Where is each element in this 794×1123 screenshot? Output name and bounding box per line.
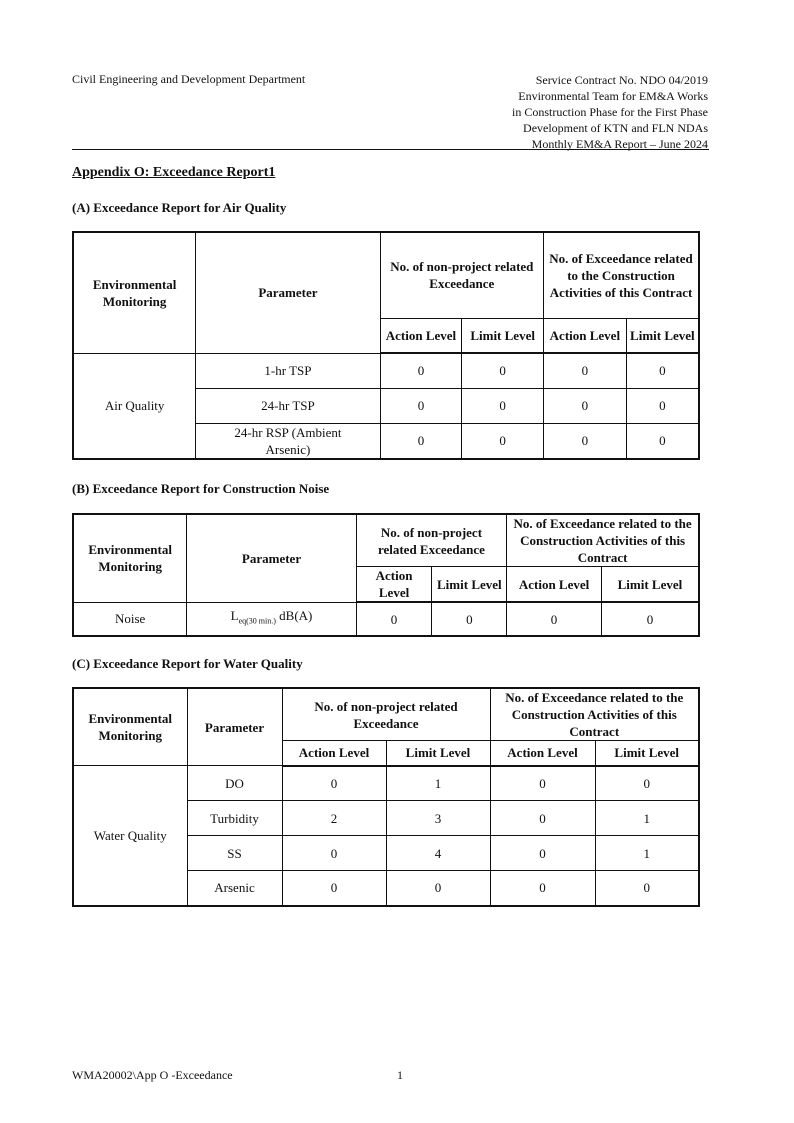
col-c-action: Action Level xyxy=(490,741,595,766)
group-cell: Noise xyxy=(73,602,187,636)
col-non-project: No. of non-project related Exceedance xyxy=(380,232,543,318)
header-department: Civil Engineering and Development Department xyxy=(72,72,306,86)
col-env-monitoring: Environmental Monitoring xyxy=(73,514,187,602)
section-c-heading: (C) Exceedance Report for Water Quality xyxy=(72,656,303,671)
parameter-cell: 24-hr TSP xyxy=(196,388,380,423)
value-cell: 0 xyxy=(462,353,544,388)
footer-page-number: 1 xyxy=(397,1068,403,1082)
value-cell: 0 xyxy=(282,836,386,871)
table-header-row xyxy=(73,514,699,567)
air-quality-table xyxy=(72,231,700,460)
value-cell: 4 xyxy=(386,836,490,871)
group-cell: Water Quality xyxy=(73,766,187,906)
header-line: Service Contract No. NDO 04/2019 xyxy=(535,73,708,87)
table-row xyxy=(73,602,699,636)
parameter-cell: 1-hr TSP xyxy=(196,353,380,388)
col-c-limit: Limit Level xyxy=(601,567,699,603)
value-cell: 2 xyxy=(282,801,386,836)
value-cell: 0 xyxy=(544,388,627,423)
value-cell: 0 xyxy=(356,602,432,636)
value-cell: 0 xyxy=(490,801,595,836)
page-title: Appendix O: Exceedance Report1 xyxy=(72,165,276,180)
col-construction: No. of Exceedance related to the Construction Activities of this Contract xyxy=(507,514,699,567)
col-non-project: No. of non-project related Exceedance xyxy=(356,514,507,567)
value-cell: 0 xyxy=(626,353,699,388)
section-b-heading: (B) Exceedance Report for Construction Noise xyxy=(72,481,330,496)
footer-filename: WMA20002\App O -Exceedance xyxy=(72,1068,233,1082)
value-cell: 0 xyxy=(544,423,627,459)
header-line: Development of KTN and FLN NDAs xyxy=(523,121,708,135)
col-c-action: Action Level xyxy=(544,318,627,353)
value-cell: 1 xyxy=(386,766,490,801)
value-cell: 0 xyxy=(380,423,462,459)
col-parameter: Parameter xyxy=(187,514,356,602)
value-cell: 0 xyxy=(595,766,699,801)
col-parameter: Parameter xyxy=(196,232,380,353)
value-cell: 0 xyxy=(432,602,507,636)
col-np-action: Action Level xyxy=(356,567,432,603)
value-cell: 0 xyxy=(282,871,386,906)
value-cell: 1 xyxy=(595,836,699,871)
col-c-limit: Limit Level xyxy=(626,318,699,353)
col-parameter: Parameter xyxy=(187,688,282,766)
value-cell: 0 xyxy=(462,423,544,459)
parameter-cell: Arsenic xyxy=(187,871,282,906)
group-cell: Air Quality xyxy=(73,353,196,459)
parameter-cell: SS xyxy=(187,836,282,871)
section-a-heading: (A) Exceedance Report for Air Quality xyxy=(72,200,287,215)
header-line: in Construction Phase for the First Phase xyxy=(512,105,708,119)
value-cell: 0 xyxy=(490,871,595,906)
value-cell: 1 xyxy=(595,801,699,836)
value-cell: 0 xyxy=(490,836,595,871)
table-header-row xyxy=(73,232,699,318)
col-c-limit: Limit Level xyxy=(595,741,699,766)
value-cell: 0 xyxy=(544,353,627,388)
parameter-cell: Turbidity xyxy=(187,801,282,836)
col-env-monitoring: Environmental Monitoring xyxy=(73,688,187,766)
water-quality-table xyxy=(72,687,700,907)
col-c-action: Action Level xyxy=(507,567,602,603)
noise-table xyxy=(72,513,700,637)
value-cell: 0 xyxy=(282,766,386,801)
col-env-monitoring: Environmental Monitoring xyxy=(73,232,196,353)
col-np-limit: Limit Level xyxy=(386,741,490,766)
value-cell: 0 xyxy=(626,388,699,423)
header-divider xyxy=(72,149,709,150)
col-non-project: No. of non-project related Exceedance xyxy=(282,688,490,741)
header-line: Environmental Team for EM&A Works xyxy=(518,89,708,103)
value-cell: 0 xyxy=(380,353,462,388)
value-cell: 0 xyxy=(462,388,544,423)
value-cell: 0 xyxy=(490,766,595,801)
table-row xyxy=(73,353,699,388)
value-cell: 0 xyxy=(626,423,699,459)
col-construction: No. of Exceedance related to the Construction Activities of this Contract xyxy=(490,688,699,741)
col-np-action: Action Level xyxy=(380,318,462,353)
table-row xyxy=(73,766,699,801)
value-cell: 0 xyxy=(601,602,699,636)
col-construction: No. of Exceedance related to the Construction Activities of this Contract xyxy=(544,232,700,318)
parameter-cell: $L_{eq(30 min.)}$ dB(A) xyxy=(187,602,356,636)
parameter-cell: DO xyxy=(187,766,282,801)
header-line: Monthly EM&A Report – June 2024 xyxy=(531,137,708,151)
value-cell: 0 xyxy=(595,871,699,906)
parameter-cell: 24-hr RSP (Ambient Arsenic) xyxy=(196,423,380,459)
value-cell: 0 xyxy=(380,388,462,423)
col-np-limit: Limit Level xyxy=(432,567,507,603)
col-np-action: Action Level xyxy=(282,741,386,766)
table-header-row xyxy=(73,688,699,741)
header-contract-info xyxy=(512,72,708,152)
col-np-limit: Limit Level xyxy=(462,318,544,353)
value-cell: 0 xyxy=(386,871,490,906)
value-cell: 0 xyxy=(507,602,602,636)
value-cell: 3 xyxy=(386,801,490,836)
